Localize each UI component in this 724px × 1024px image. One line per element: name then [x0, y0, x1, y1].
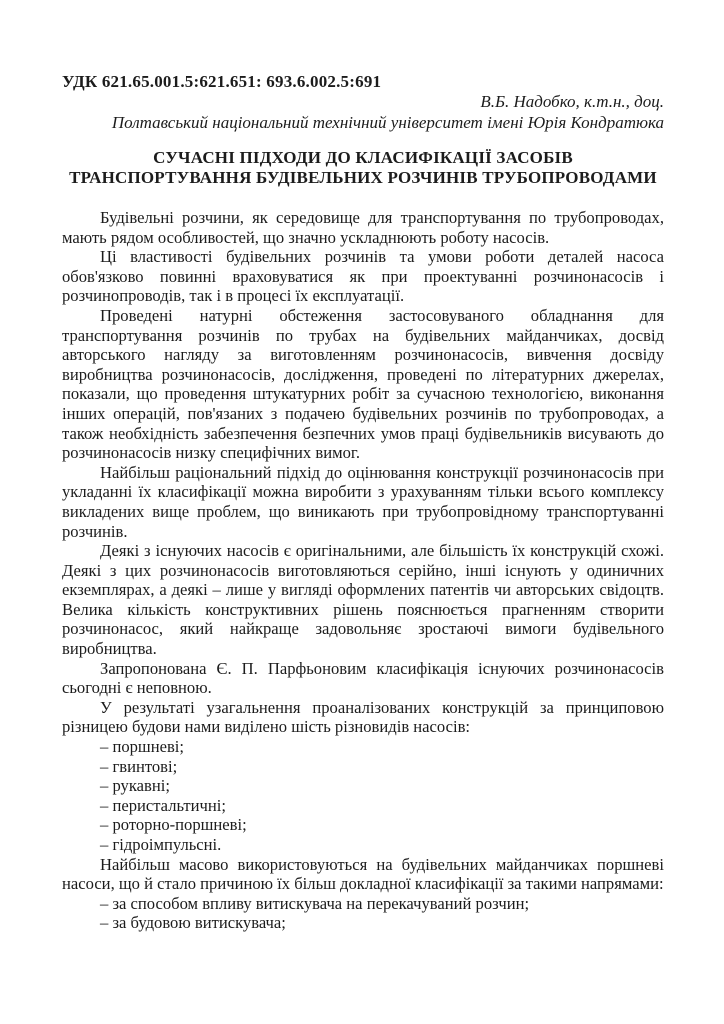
- list-item-hose: – рукавні;: [100, 776, 170, 796]
- author-line: В.Б. Надобко, к.т.н., доц.: [480, 92, 664, 111]
- article-body: [62, 208, 664, 933]
- list-item-peristaltic: – перистальтичні;: [100, 795, 226, 815]
- paragraph-six-types-lead: У результаті узагальнення проаналізованих конструкцій за принциповою різницею будови нами виділено шість різновидів насосів:: [62, 697, 664, 737]
- list-item-hydroimpulse: – гідроімпульсні.: [100, 835, 222, 854]
- article-title-line-2: ТРАНСПОРТУВАННЯ БУДІВЕЛЬНИХ РОЗЧИНІВ ТРУБОПРОВОДАМИ: [69, 167, 657, 187]
- paragraph-rational-approach: Найбільш раціональний підхід до оцінювання конструкції розчинонасосів при укладанні їх класифікації можна виробити з урахуванням тільки всього комплексу викладених вище проблем, що виникають при трубопровідному транспортуванні розчинів.: [62, 462, 664, 541]
- udc-code: УДК 621.65.001.5:621.651: 693.6.002.5:691: [62, 72, 382, 91]
- paragraph-existing-pumps: Деякі з існуючих насосів є оригінальними, але більшість їх конструкцій схожі. Деякі з цих розчинонасосів виготовляються серійно, інші існують у одиничних екземплярах, а деякі – лише у вигляді оформлених патентів чи авторських свідоцтв. Велика кількість конструктивних рішень пояснюється прагненням створити розчинонасос, який найкраще задовольняє зростаючі вимоги будівельного виробництва.: [62, 541, 664, 659]
- paragraph-properties: Ці властивості будівельних розчинів та умови роботи деталей насоса обов'язково повинні враховуватися як при проектуванні розчинонасосів і розчинопроводів, так і в процесі їх експлуатації.: [62, 247, 664, 306]
- classification-directions-list: [62, 894, 664, 933]
- list-item-rotary-piston: – роторно-поршневі;: [100, 815, 247, 835]
- paragraph-intro: Будівельні розчини, як середовище для транспортування по трубопроводах, мають рядом особливостей, що значно ускладнюють роботу насосів.: [62, 208, 664, 247]
- list-item-displacer-structure: – за будовою витискувача;: [100, 913, 286, 933]
- article-title-line-1: СУЧАСНІ ПІДХОДИ ДО КЛАСИФІКАЦІЇ ЗАСОБІВ: [153, 148, 573, 167]
- affiliation-line: Полтавський національний технічний університет імені Юрія Кондратюка: [111, 112, 664, 132]
- paragraph-survey: Проведені натурні обстеження застосовуваного обладнання для транспортування розчинів по трубах на будівельних майданчиках, досвід авторського нагляду за виготовленням розчинонасосів, вивчення досвіду виробництва розчинонасосів, дослідження, проведені по літературних джерелах, показали, що проведення штукатурних робіт за сучасною технологією, виконання інших операцій, пов'язаних з подачею будівельних розчинів по трубопроводах, а також необхідність забезпечення безпечних умов праці будівельників висувають до розчинонасосів низку специфічних вимог.: [62, 305, 664, 463]
- list-item-displacer-influence: – за способом впливу витискувача на перекачуваний розчин;: [100, 893, 530, 913]
- paragraph-piston-classification-lead: Найбільш масово використовуються на будівельних майданчиках поршневі насоси, що й стало причиною їх більш докладної класифікації за такими напрямами:: [62, 854, 664, 894]
- article-title: [62, 148, 664, 187]
- pump-types-list: [62, 737, 664, 855]
- list-item-screw: – гвинтові;: [100, 756, 178, 776]
- paragraph-parfyonov: Запропонована Є. П. Парфьоновим класифікація існуючих розчинонасосів сьогодні є неповною.: [62, 658, 664, 698]
- list-item-piston: – поршневі;: [100, 737, 184, 757]
